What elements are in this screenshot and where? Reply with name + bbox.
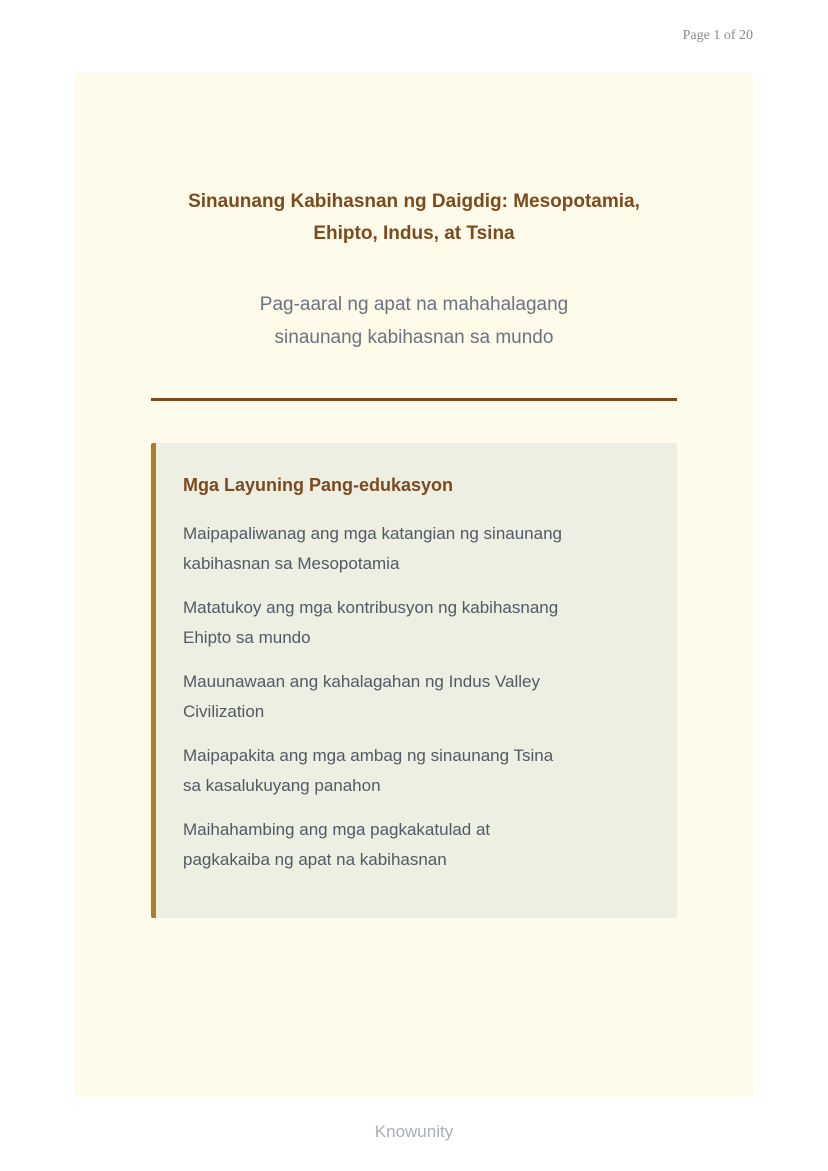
objectives-box — [151, 443, 677, 918]
objective-item: Maihahambing ang mga pagkakatulad at pagkakaiba ng apat na kabihasnan — [183, 820, 491, 869]
objectives-heading: Mga Layuning Pang-edukasyon — [183, 475, 454, 495]
document-subtitle: Pag-aaral ng apat na mahahalagang sinaunang kabihasnan sa mundo — [259, 294, 569, 348]
section-divider — [151, 398, 677, 401]
document-card — [75, 73, 753, 1097]
page-indicator: Page 1 of 20 — [682, 28, 753, 43]
objective-item: Mauunawaan ang kahalagahan ng Indus Valley Civilization — [183, 672, 540, 721]
objective-item: Matatukoy ang mga kontribusyon ng kabihasnang Ehipto sa mundo — [183, 598, 559, 647]
footer-brand: Knowunity — [374, 1122, 454, 1141]
objective-item: Maipapakita ang mga ambag ng sinaunang Tsina sa kasalukuyang panahon — [183, 746, 554, 795]
document-title: Sinaunang Kabihasnan ng Daigdig: Mesopotamia, Ehipto, Indus, at Tsina — [188, 191, 640, 244]
objective-item: Maipapaliwanag ang mga katangian ng sinaunang kabihasnan sa Mesopotamia — [183, 524, 563, 573]
